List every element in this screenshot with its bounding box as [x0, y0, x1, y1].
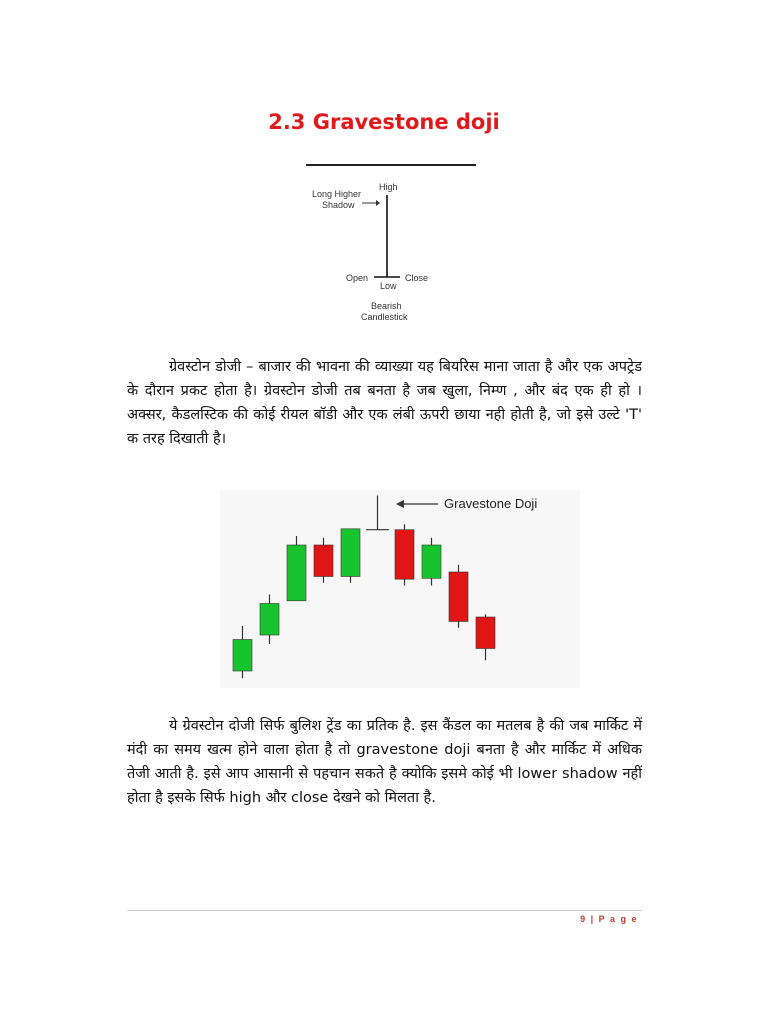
- bullish-candle-body: [287, 545, 306, 601]
- bearish-candle-body: [395, 530, 414, 580]
- bearish-candle-body: [449, 572, 468, 622]
- paragraph-description-text: ग्रेवस्टोन डोजी – बाजार की भावना की व्याख्या यह बियरिस माना जाता है और एक अपट्रेड के दौरान प्रकट होता है। ग्रेवस्टोन डोजी तब बनता है जब खुला, निम्ण , और बंद एक ही हो । अक्सर, कैडलस्टिक की कोई रीयल बॉडी और एक लंबी ऊपरी छाया नही होती है, जो इसे उल्टे 'T' क तरह दिखाती है।: [127, 359, 642, 447]
- paragraph-explanation: [127, 714, 642, 810]
- bearish-candle-body: [314, 545, 333, 577]
- page-title: 2.3 Gravestone doji: [268, 110, 500, 134]
- label-low: Low: [380, 281, 397, 291]
- footer-divider: [127, 910, 642, 911]
- paragraph-explanation-text: ये ग्रेवस्टोन दोजी सिर्फ बुलिश ट्रेंड का प्रतिक है. इस कैंडल का मतलब है की जब मार्किट में मंदी का समय खत्म होने वाला होता है तो gravestone doji बनता है और मार्किट में अधिक तेजी आती है. इसे आप आसानी से पहचान सकते है क्योकि इसमे कोई भी lower shadow नहीं होता है इसके सिर्फ high और close देखने को मिलता है.: [127, 718, 642, 806]
- page-number: 9 | P a g e: [580, 914, 638, 924]
- title-underline: [306, 164, 476, 166]
- label-bearish: Bearish: [371, 301, 402, 311]
- label-open: Open: [346, 273, 369, 283]
- label-candlestick: Candlestick: [361, 312, 408, 322]
- candles-group: [233, 496, 495, 679]
- shadow-arrow-head: [376, 200, 380, 206]
- bullish-candle-body: [341, 529, 360, 577]
- bullish-candle-body: [260, 604, 279, 636]
- label-close: Close: [405, 273, 429, 283]
- label-high: High: [379, 182, 398, 192]
- gravestone-doji-label: Gravestone Doji: [444, 496, 538, 511]
- bullish-candle-body: [422, 545, 441, 578]
- label-long-higher: Long Higher: [312, 189, 362, 199]
- bullish-candle-body: [233, 640, 252, 672]
- bearish-candle-body: [476, 617, 495, 649]
- label-shadow: Shadow: [322, 200, 355, 210]
- candlestick-chart: [220, 490, 580, 688]
- gravestone-arrow-head: [396, 500, 404, 508]
- gravestone-doji-diagram: [300, 178, 440, 328]
- paragraph-description: [127, 355, 642, 451]
